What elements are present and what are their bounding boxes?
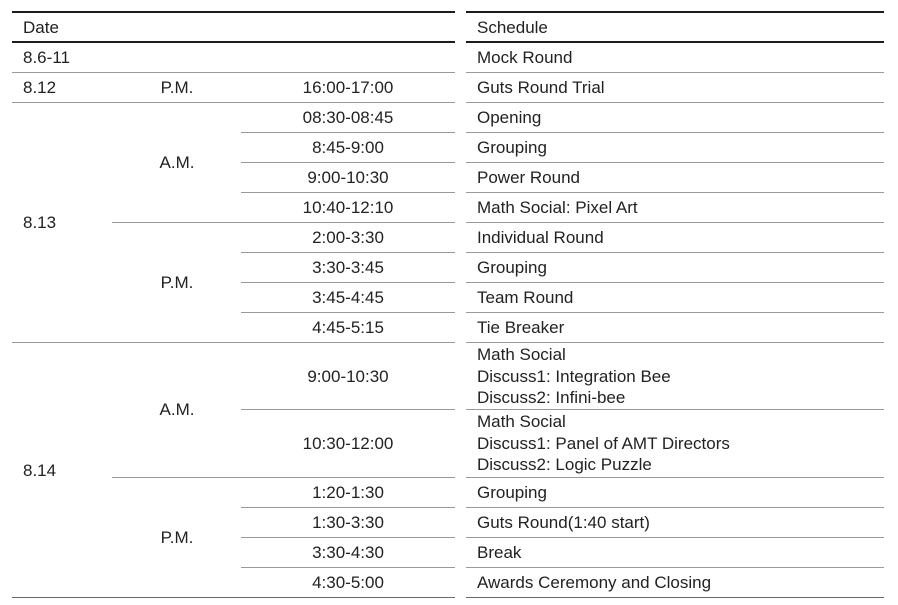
time-cell: 8:45-9:00: [312, 138, 384, 157]
header-top-rule-left: [12, 11, 455, 13]
period-cell: A.M.: [159, 153, 195, 172]
time-cell: 9:00-10:30: [307, 367, 389, 386]
schedule-line: Math Social: [477, 412, 566, 431]
period-cell: A.M.: [159, 400, 195, 419]
schedule-cell: Math Social: Pixel Art: [477, 198, 638, 217]
header-bottom-rule-right: [466, 41, 884, 43]
schedule-cell: Tie Breaker: [477, 318, 565, 337]
row-divider: [466, 72, 884, 73]
schedule-line: Discuss2: Infini-bee: [477, 388, 626, 407]
period-divider: [112, 222, 455, 223]
time-cell: 2:00-3:30: [312, 228, 384, 247]
row-divider: [12, 102, 455, 103]
date-cell: 8.12: [23, 78, 57, 97]
row-divider: [241, 507, 455, 508]
row-divider: [466, 567, 884, 568]
schedule-cell: Break: [477, 543, 522, 562]
row-divider: [466, 132, 884, 133]
row-divider: [241, 312, 455, 313]
date-cell: 8.13: [23, 213, 57, 232]
time-cell: 08:30-08:45: [302, 108, 394, 127]
period-cell: P.M.: [160, 78, 194, 97]
row-divider: [241, 162, 455, 163]
row-divider: [241, 132, 455, 133]
schedule-cell: Power Round: [477, 168, 581, 187]
time-cell: 10:40-12:10: [302, 198, 394, 217]
time-cell: 16:00-17:00: [302, 78, 394, 97]
row-divider: [466, 312, 884, 313]
time-cell: 3:30-4:30: [312, 543, 384, 562]
row-divider: [466, 507, 884, 508]
header-top-rule-right: [466, 11, 884, 13]
schedule-cell: Opening: [477, 108, 542, 127]
row-divider: [466, 409, 884, 410]
time-cell: 4:30-5:00: [312, 573, 384, 592]
row-divider: [466, 342, 884, 343]
schedule-cell: Grouping: [477, 483, 547, 502]
row-divider: [466, 222, 884, 223]
time-cell: 9:00-10:30: [307, 168, 389, 187]
time-cell: 3:45-4:45: [312, 288, 384, 307]
schedule-cell: Team Round: [477, 288, 574, 307]
header-bottom-rule-left: [12, 41, 455, 43]
time-cell: 1:30-3:30: [312, 513, 384, 532]
schedule-cell-multiline: [477, 411, 730, 476]
row-divider: [466, 537, 884, 538]
row-divider: [241, 409, 455, 410]
row-divider: [241, 192, 455, 193]
date-divider: [12, 342, 455, 343]
header-schedule: Schedule: [477, 18, 548, 37]
date-cell: 8.6-11: [23, 48, 70, 67]
row-divider: [466, 477, 884, 478]
row-divider: [12, 72, 455, 73]
schedule-cell: Awards Ceremony and Closing: [477, 573, 712, 592]
schedule-line: Discuss1: Panel of AMT Directors: [477, 433, 730, 453]
row-divider: [241, 537, 455, 538]
table-bottom-rule-left: [12, 597, 455, 598]
schedule-line: Math Social: [477, 345, 566, 364]
schedule-cell: Guts Round(1:40 start): [477, 513, 650, 532]
schedule-line: Discuss1: Integration Bee: [477, 366, 671, 386]
date-cell: 8.14: [23, 461, 57, 480]
period-cell: P.M.: [160, 273, 194, 292]
time-cell: 3:30-3:45: [312, 258, 384, 277]
schedule-cell: Grouping: [477, 138, 547, 157]
schedule-cell-multiline: [477, 344, 671, 409]
table-bottom-rule-right: [466, 597, 884, 598]
header-date: Date: [23, 18, 59, 37]
row-divider: [466, 102, 884, 103]
period-cell: P.M.: [160, 528, 194, 547]
time-cell: 10:30-12:00: [302, 434, 394, 453]
row-divider: [241, 567, 455, 568]
row-divider: [241, 282, 455, 283]
row-divider: [241, 252, 455, 253]
row-divider: [466, 192, 884, 193]
period-divider: [112, 477, 455, 478]
schedule-cell: Grouping: [477, 258, 547, 277]
schedule-line: Discuss2: Logic Puzzle: [477, 455, 652, 474]
time-cell: 4:45-5:15: [312, 318, 384, 337]
schedule-cell: Individual Round: [477, 228, 604, 247]
time-cell: 1:20-1:30: [312, 483, 384, 502]
schedule-cell: Guts Round Trial: [477, 78, 605, 97]
row-divider: [466, 282, 884, 283]
row-divider: [466, 162, 884, 163]
schedule-cell: Mock Round: [477, 48, 573, 67]
row-divider: [466, 252, 884, 253]
